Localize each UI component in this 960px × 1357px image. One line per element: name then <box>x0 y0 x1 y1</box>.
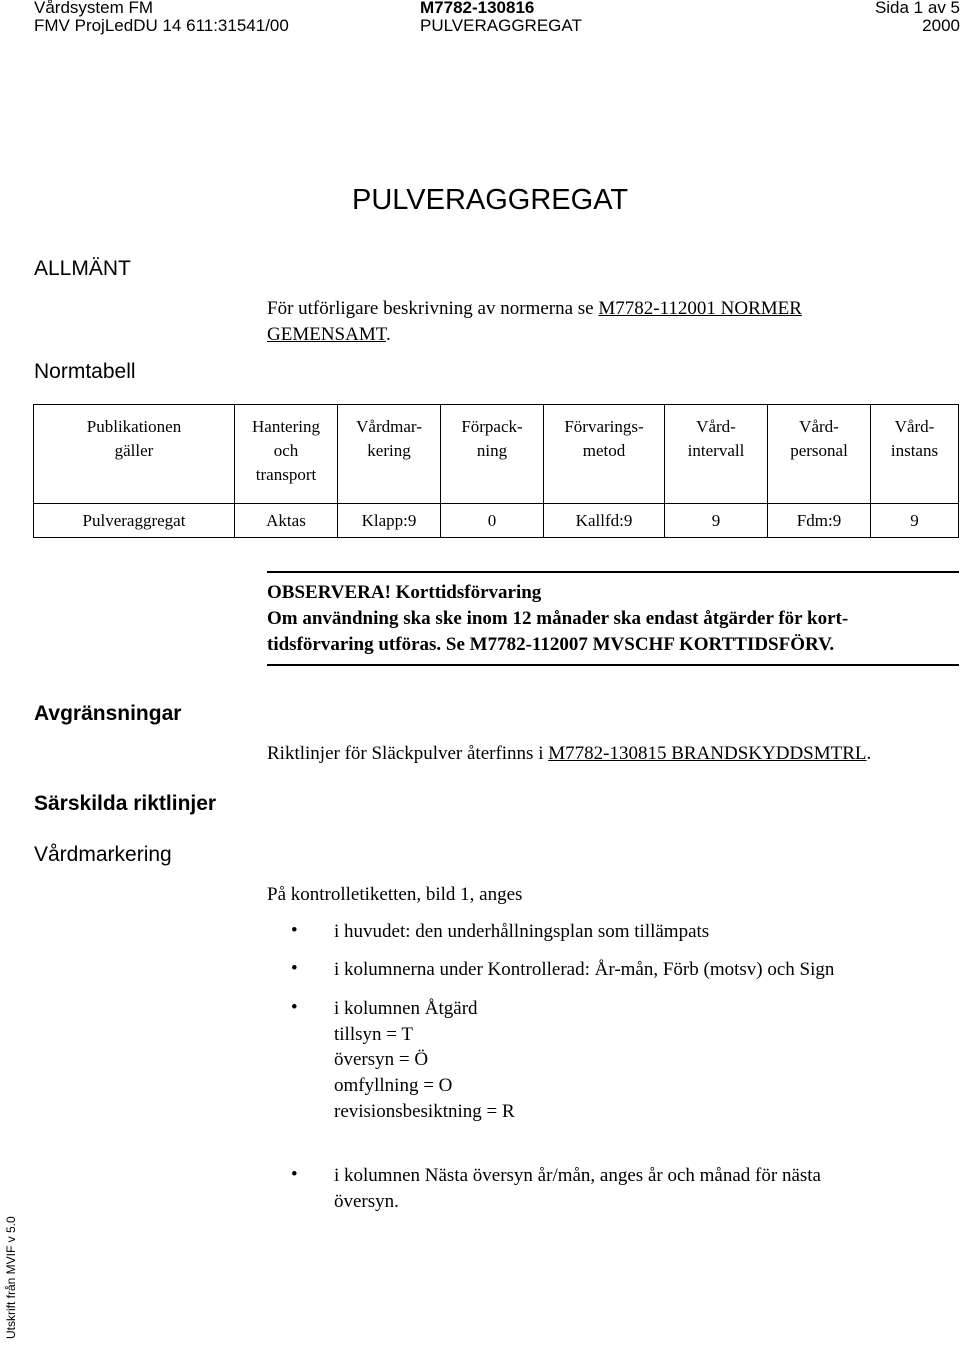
header-doc-name: PULVERAGGREGAT <box>420 16 582 35</box>
th-vardinstans-l1: Vård- <box>894 417 935 436</box>
td-forpackning: 0 <box>441 504 544 538</box>
th-hantering <box>235 405 338 504</box>
section-normtabell: Normtabell <box>34 360 136 383</box>
norm-table-header-row <box>34 405 959 504</box>
section-sarskilda: Särskilda riktlinjer <box>34 792 217 815</box>
th-vardinstans <box>871 405 959 504</box>
note-line-3: tidsförvaring utföras. Se M7782-112007 MVSCHF KORTTIDSFÖRV. <box>267 634 835 655</box>
note-rule-top <box>267 571 959 573</box>
note-line-2: Om användning ska ske inom 12 månader ska endast åtgärder för kort- <box>267 608 849 629</box>
th-forpackning-l2: ning <box>476 441 508 460</box>
section-allmant: ALLMÄNT <box>34 257 131 280</box>
section-vardmarkering: Vårdmarkering <box>34 843 172 866</box>
td-vardinstans: 9 <box>871 504 959 538</box>
td-forvaringsmetod: Kallfd:9 <box>544 504 665 538</box>
bullet-4-line-1: i kolumnen Nästa översyn år/mån, anges år och månad för nästa <box>334 1165 821 1186</box>
note-line-1: OBSERVERA! Korttidsförvaring <box>267 582 542 603</box>
th-vardpersonal-l1: Vård- <box>799 417 839 436</box>
th-forvaringsmetod <box>544 405 665 504</box>
allmant-text <box>267 296 802 322</box>
th-forpackning-l1: Förpack- <box>461 417 523 436</box>
note-rule-bottom <box>267 664 959 666</box>
bullet-1-glyph: • <box>291 920 298 941</box>
bullet-1-text: i huvudet: den underhållningsplan som tillämpats <box>334 921 710 942</box>
print-footer-side: Utskrift från MVIF v 5.0 <box>4 1216 18 1339</box>
limits-text <box>267 741 871 767</box>
allmant-link-line1[interactable]: M7782-112001 NORMER <box>598 298 802 319</box>
allmant-link-line2[interactable]: GEMENSAMT <box>267 324 386 345</box>
bullet-2-text: i kolumnerna under Kontrollerad: År-mån, Förb (motsv) och Sign <box>334 959 835 980</box>
th-vardintervall <box>665 405 768 504</box>
th-forvaringsmetod-l2: metod <box>582 441 626 460</box>
limits-link[interactable]: M7782-130815 BRANDSKYDDSMTRL <box>548 743 867 764</box>
th-vardpersonal-l2: personal <box>790 441 848 460</box>
th-publikationen <box>34 405 235 504</box>
bullet-3-line-1: i kolumnen Åtgärd <box>334 998 478 1019</box>
th-forpackning <box>441 405 544 504</box>
marking-intro: På kontrolletiketten, bild 1, anges <box>267 884 523 905</box>
bullet-3-line-3: översyn = Ö <box>334 1049 429 1070</box>
header-system: Vårdsystem FM <box>34 0 154 17</box>
bullet-3-line-2: tillsyn = T <box>334 1024 413 1045</box>
bullet-4-glyph: • <box>291 1164 298 1185</box>
th-publikationen-l2: gäller <box>114 441 154 460</box>
th-publikationen-l1: Publikationen <box>86 417 182 436</box>
norm-table-row <box>34 504 959 538</box>
td-vardmarkering: Klapp:9 <box>338 504 441 538</box>
bullet-3-line-4: omfyllning = O <box>334 1075 453 1096</box>
bullet-2-glyph: • <box>291 958 298 979</box>
allmant-text-intro: För utförligare beskrivning av normerna se <box>267 298 599 319</box>
page-title: PULVERAGGREGAT <box>352 184 629 216</box>
section-avgransningar: Avgränsningar <box>34 702 182 725</box>
th-hantering-l1: Hantering <box>252 417 320 436</box>
th-vardinstans-l2: instans <box>890 441 939 460</box>
limits-text-end: . <box>866 743 872 764</box>
bullet-3-glyph: • <box>291 997 298 1018</box>
th-vardintervall-l1: Vård- <box>696 417 736 436</box>
header-year: 2000 <box>922 16 960 35</box>
bullet-4-line-2: översyn. <box>334 1191 399 1212</box>
th-vardmarkering-l1: Vårdmar- <box>356 417 422 436</box>
th-vardpersonal <box>768 405 871 504</box>
th-hantering-l2: och <box>273 441 299 460</box>
header-page: Sida 1 av 5 <box>874 0 960 17</box>
header-doc-id: M7782-130816 <box>420 0 535 17</box>
th-vardmarkering-l2: kering <box>367 441 411 460</box>
th-vardmarkering <box>338 405 441 504</box>
td-publikationen: Pulveraggregat <box>34 504 235 538</box>
td-hantering: Aktas <box>235 504 338 538</box>
bullet-3-line-5: revisionsbesiktning = R <box>334 1101 515 1122</box>
th-forvaringsmetod-l1: Förvarings- <box>564 417 644 436</box>
header-fmv-ref: FMV ProjLedDU 14 611:31541/00 <box>34 16 289 35</box>
limits-text-intro: Riktlinjer för Släckpulver återfinns i <box>267 743 549 764</box>
allmant-text-line2 <box>267 322 391 348</box>
td-vardpersonal: Fdm:9 <box>768 504 871 538</box>
th-hantering-l3: transport <box>255 465 317 484</box>
td-vardintervall: 9 <box>665 504 768 538</box>
allmant-text-end: . <box>385 324 391 345</box>
th-vardintervall-l2: intervall <box>687 441 745 460</box>
norm-table <box>33 404 959 538</box>
